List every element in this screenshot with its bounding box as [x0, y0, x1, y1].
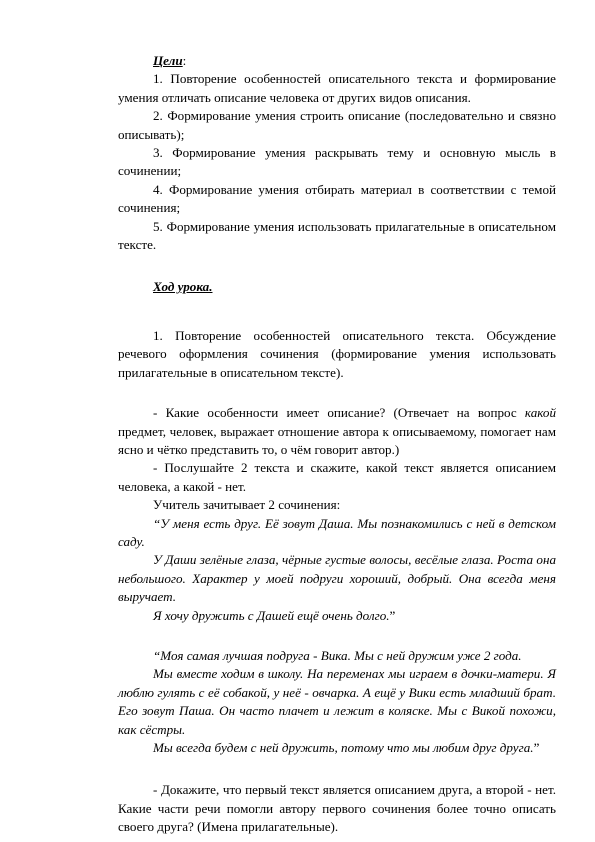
goal-item: 1. Повторение особенностей описательного текста и формирование умения отличать описание человека от других видов описания.	[118, 71, 556, 105]
question-1: - Какие особенности имеет описание? (Отвечает на вопрос какой предмет, человек, выражает отношение автора к описываемому, помогает нам ясно и чётко представить то, о чём говорит автор.)	[118, 405, 556, 457]
essay-1-paragraph: У Даши зелёные глаза, чёрные густые волосы, весёлые глаза. Роста она небольшого. Характер у моей подруги хороший, добрый. Она всегда меня выручает.	[118, 552, 556, 605]
essay-2-paragraph: Мы всегда будем с ней дружить, потому что мы любим друг друга.”	[153, 740, 540, 755]
goal-item: 3. Формирование умения раскрывать тему и основную мысль в сочинении;	[118, 145, 556, 179]
lesson-step-1: 1. Повторение особенностей описательного текста. Обсуждение речевого оформления сочинения (формирование умения использовать прилагательные в описательном тексте).	[118, 327, 556, 380]
document-page	[118, 52, 556, 837]
conclusion-question: - Докажите, что первый текст является описанием друга, а второй - нет. Какие части речи помогли автору первого сочинения более точно описать своего друга? (Имена прилагательные).	[118, 782, 556, 835]
essay-1-paragraph: “У меня есть друг. Её зовут Даша. Мы познакомились с ней в детском саду.	[118, 515, 556, 549]
teacher-reads: Учитель зачитывает 2 сочинения:	[153, 497, 341, 513]
goal-item: 4. Формирование умения отбирать материал в соответствии с темой сочинения;	[118, 181, 556, 216]
essay-1-paragraph: Я хочу дружить с Дашей ещё очень долго.”	[153, 607, 396, 623]
essay-2-paragraph: Мы вместе ходим в школу. На переменах мы играем в дочки-матери. Я люблю гулять с её собакой, у неё - овчарка. А ещё у Вики есть младший брат. Его зовут Паша. Он часто плачет и лежит в коляске. Мы с Викой похожи, как сёстры.	[118, 666, 556, 737]
lesson-heading: Ход урока.	[153, 279, 213, 295]
goals-heading: Цели	[153, 53, 183, 68]
goal-item: 5. Формирование умения использовать прилагательные в описательном тексте.	[118, 218, 556, 253]
question-2: - Послушайте 2 текста и скажите, какой текст является описанием человека, а какой - нет.	[118, 460, 556, 494]
goals-heading-line: Цели:	[153, 53, 187, 68]
essay-2-paragraph: “Моя самая лучшая подруга - Вика. Мы с ней дружим уже 2 года.	[153, 647, 522, 663]
goal-item: 2. Формирование умения строить описание (последовательно и связно описывать);	[118, 108, 556, 142]
